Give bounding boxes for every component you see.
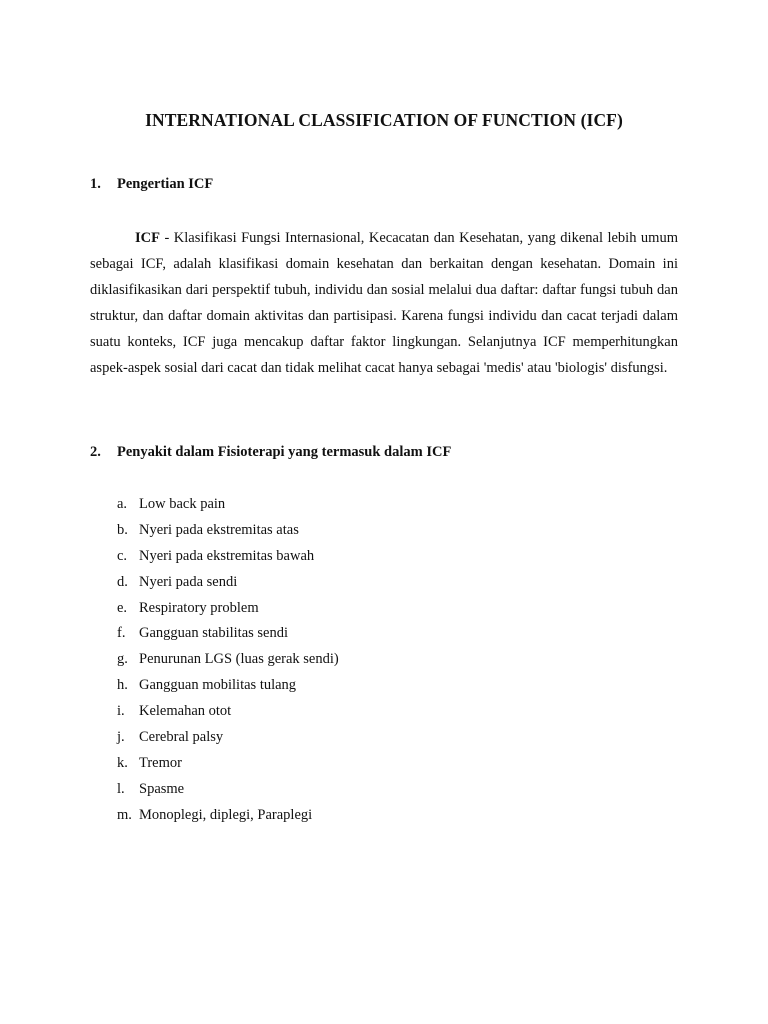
list-marker: b. — [117, 521, 128, 538]
list-marker: a. — [117, 496, 128, 512]
list-marker: i. — [117, 703, 125, 720]
list-item-text: Low back pain — [139, 496, 226, 512]
list-item — [117, 518, 339, 544]
list-item — [117, 621, 339, 647]
definition-paragraph — [90, 225, 678, 381]
list-item-text: Respiratory problem — [139, 599, 259, 616]
list-marker: d. — [117, 573, 128, 590]
list-item — [117, 673, 339, 699]
section-heading-text: Penyakit dalam Fisioterapi yang termasuk dalam ICF — [117, 444, 452, 460]
list-item — [117, 492, 339, 518]
list-item-text: Kelemahan otot — [139, 703, 232, 720]
list-item — [117, 725, 339, 751]
list-marker: l. — [117, 780, 125, 797]
list-marker: g. — [117, 651, 128, 668]
list-item-text: Nyeri pada sendi — [139, 573, 238, 590]
list-marker: k. — [117, 754, 128, 771]
lead-term: ICF — [135, 230, 160, 246]
list-item-text: Monoplegi, diplegi, Paraplegi — [139, 806, 313, 823]
section-heading-penyakit — [90, 444, 451, 461]
list-item — [117, 803, 339, 829]
list-item-text: Spasme — [139, 780, 185, 797]
list-item — [117, 777, 339, 803]
section-heading-pengertian — [90, 176, 213, 193]
list-marker: f. — [117, 625, 126, 642]
list-item — [117, 751, 339, 777]
section-number: 2. — [90, 444, 101, 460]
list-item-text: Tremor — [139, 754, 182, 771]
section-number: 1. — [90, 176, 101, 192]
list-item — [117, 544, 339, 570]
list-item — [117, 647, 339, 673]
list-marker: e. — [117, 599, 128, 616]
list-item-text: Gangguan stabilitas sendi — [139, 625, 289, 642]
list-marker: j. — [117, 729, 125, 746]
list-marker: c. — [117, 547, 128, 564]
list-item-text: Cerebral palsy — [139, 729, 224, 746]
paragraph-text: - Klasifikasi Fungsi Internasional, Kecacatan dan Kesehatan, yang dikenal lebih umum sebagai ICF, adalah klasifikasi domain kesehatan dan berkaitan dengan kesehatan. Domain ini diklasifikasikan dari perspektif tubuh, individu dan sosial melalui dua daftar: daftar fungsi tubuh dan struktur, dan daftar domain aktivitas dan partisipasi. Karena fungsi individu dan cacat terjadi dalam suatu konteks, ICF juga mencakup daftar faktor lingkungan. Selanjutnya ICF memperhitungkan aspek-aspek sosial dari cacat dan tidak melihat cacat hanya sebagai 'medis' atau 'biologis' disfungsi. — [90, 230, 678, 376]
list-item — [117, 570, 339, 596]
list-item-text: Gangguan mobilitas tulang — [139, 677, 297, 694]
list-item — [117, 699, 339, 725]
list-item-text: Penurunan LGS (luas gerak sendi) — [139, 651, 339, 668]
section-heading-text: Pengertian ICF — [117, 176, 214, 192]
document-title: INTERNATIONAL CLASSIFICATION OF FUNCTION (ICF) — [145, 110, 623, 130]
list-marker: h. — [117, 677, 128, 694]
list-item-text: Nyeri pada ekstremitas atas — [139, 521, 299, 538]
list-item-text: Nyeri pada ekstremitas bawah — [139, 547, 315, 564]
list-marker: m. — [117, 806, 132, 823]
list-item — [117, 596, 339, 622]
disease-list — [117, 492, 339, 829]
